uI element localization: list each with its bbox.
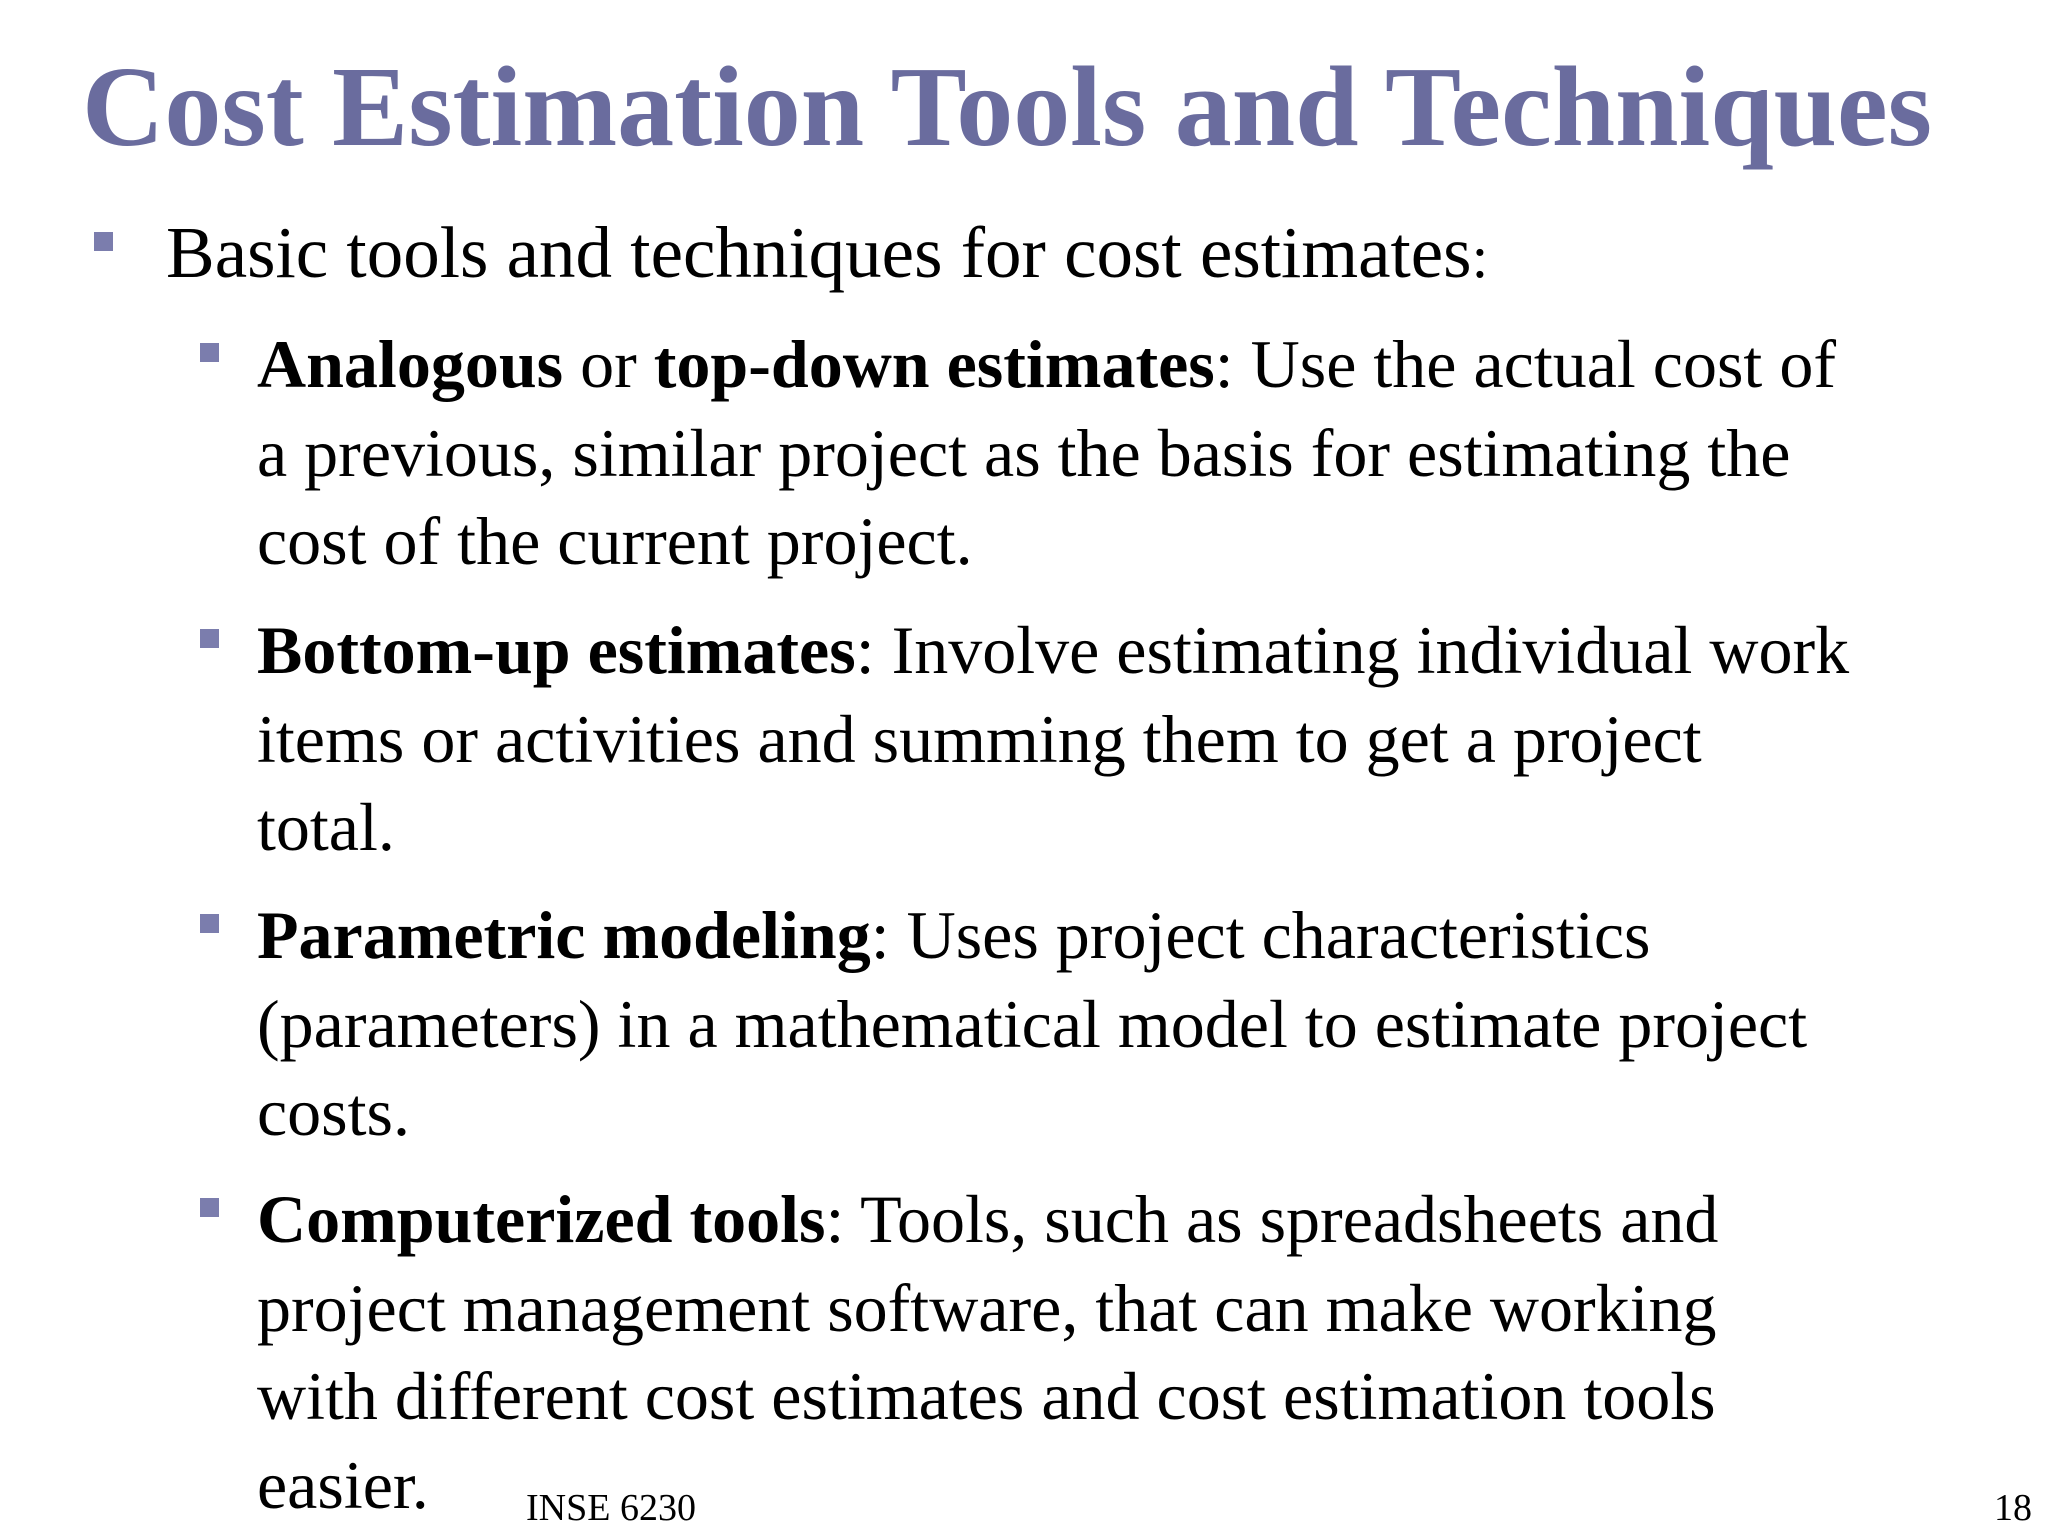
slide-title: Cost Estimation Tools and Techniques — [82, 43, 1932, 170]
item-text: : Involve estimating individual work — [855, 612, 1850, 688]
intro-text: Basic tools and techniques for cost estimates — [166, 212, 1472, 293]
slide-page-number: 18 — [1994, 1487, 2032, 1529]
item-line: cost of the current project. — [257, 503, 973, 579]
item-line — [257, 1175, 2017, 1264]
bullet-square-icon — [200, 914, 219, 933]
item-line: total. — [257, 789, 395, 865]
item-line — [257, 891, 2017, 980]
item-line: a previous, similar project as the basis for estimating the — [257, 414, 1791, 491]
intro-colon: : — [1471, 224, 1489, 290]
item-line: project management software, that can make working — [257, 1269, 1717, 1346]
item-line: costs. — [257, 1074, 410, 1150]
bullet-square-icon — [200, 629, 219, 648]
item-term: Bottom-up estimates — [257, 612, 856, 688]
list-item-computerized — [257, 1175, 2017, 1529]
item-line: easier. — [257, 1446, 429, 1523]
intro-bullet-text — [166, 208, 1488, 302]
item-line — [257, 320, 2017, 409]
bullet-square-icon — [200, 343, 219, 362]
item-text: : Tools, such as spreadsheets and — [825, 1181, 1719, 1257]
footer-course-label: INSE 6230 — [526, 1487, 696, 1529]
list-item-analogous — [257, 320, 2017, 586]
bullet-square-icon — [94, 232, 113, 251]
item-line: with different cost estimates and cost estimation tools — [257, 1358, 1716, 1434]
list-item-bottom-up — [257, 606, 2017, 872]
item-line: items or activities and summing them to get a project — [257, 700, 1702, 777]
bullet-square-icon — [200, 1198, 219, 1217]
item-text: : Uses project characteristics — [870, 897, 1651, 973]
item-term: Analogous — [257, 326, 564, 402]
item-line: (parameters) in a mathematical model to estimate project — [257, 985, 1808, 1062]
item-line — [257, 606, 2017, 695]
item-term: top-down estimates — [653, 326, 1215, 402]
item-connector: or — [563, 326, 654, 402]
item-term: Computerized tools — [257, 1181, 826, 1257]
item-term: Parametric modeling — [257, 897, 871, 973]
item-text: : Use the actual cost of — [1214, 326, 1836, 402]
list-item-parametric — [257, 891, 2017, 1157]
